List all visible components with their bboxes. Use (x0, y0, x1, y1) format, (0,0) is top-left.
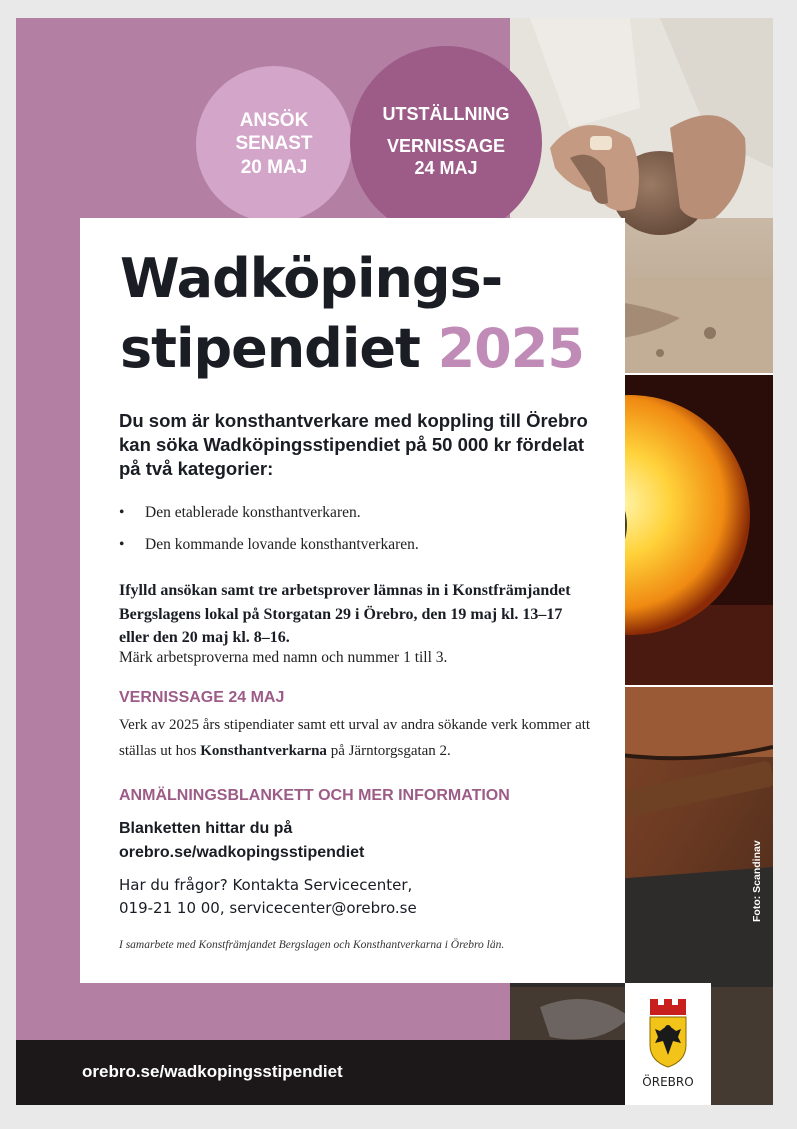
submission-instructions: Ifylld ansökan samt tre arbetsprover lämnas in i Konstfrämjandet Bergslagens lokal på Storgatan 29 i Örebro, den 19 maj kl. 13–17 eller den 20 maj kl. 8–16. (119, 582, 571, 646)
partners-note: I samarbete med Konstfrämjandet Bergslagen och Konsthantverkarna i Örebro län. (119, 939, 505, 951)
intro-text: Du som är konsthantverkare med koppling till Örebro kan söka Wadköpingsstipendiet på 50 000 kr fördelat på två kategorier: (119, 410, 588, 479)
vernissage-venue: Konsthantverkarna (200, 743, 327, 759)
contact-line: Har du frågor? Kontakta Servicecenter, (119, 876, 413, 894)
mark-note: Märk arbetsproverna med namn och nummer 1 till 3. (119, 649, 448, 666)
contact-info (119, 874, 417, 920)
footer-bar (16, 1040, 627, 1105)
title-year: 2025 (437, 317, 584, 380)
exhibition-circle-line: VERNISSAGE (386, 136, 506, 157)
form-info-line: Blanketten hittar du på (119, 820, 293, 837)
category-item: • Den etablerade konsthantverkaren. (119, 501, 419, 533)
title-line-1: Wadköpings- (120, 247, 503, 310)
exhibition-circle-title: UTSTÄLLNING (382, 104, 510, 125)
title-line-2: stipendiet (120, 317, 420, 380)
content-card (80, 218, 625, 983)
vernissage-text (119, 712, 599, 764)
form-info-text (119, 817, 364, 865)
exhibition-circle-line: 24 MAJ (414, 157, 478, 178)
apply-deadline-circle (196, 66, 352, 222)
page-title (120, 244, 584, 384)
contact-line: 019-21 10 00, servicecenter@orebro.se (119, 899, 417, 917)
category-list (119, 501, 419, 565)
footer-url: orebro.se/wadkopingsstipendiet (82, 1062, 343, 1081)
orebro-logo (625, 983, 711, 1105)
vernissage-text-end: på Järntorgsgatan 2. (326, 743, 451, 759)
vernissage-text-start: Verk av 2025 års stipendiater samt ett urval av andra sökande verk kommer att ställas ut hos (119, 717, 591, 759)
form-info-heading: ANMÄLNINGSBLANKETT OCH MER INFORMATION (119, 787, 510, 804)
apply-circle-line: ANSÖK (239, 110, 309, 132)
poster (16, 18, 773, 1105)
apply-circle-line: SENAST (235, 133, 313, 155)
category-item: • Den kommande lovande konsthantverkaren. (119, 533, 419, 565)
logo-text: ÖREBRO (642, 1075, 694, 1089)
exhibition-circle (350, 46, 542, 238)
photo-credit: Foto: Scandinav (751, 840, 763, 922)
vernissage-heading: VERNISSAGE 24 MAJ (119, 689, 285, 706)
form-info-link: orebro.se/wadkopingsstipendiet (119, 844, 365, 861)
apply-circle-line: 20 MAJ (240, 156, 308, 178)
